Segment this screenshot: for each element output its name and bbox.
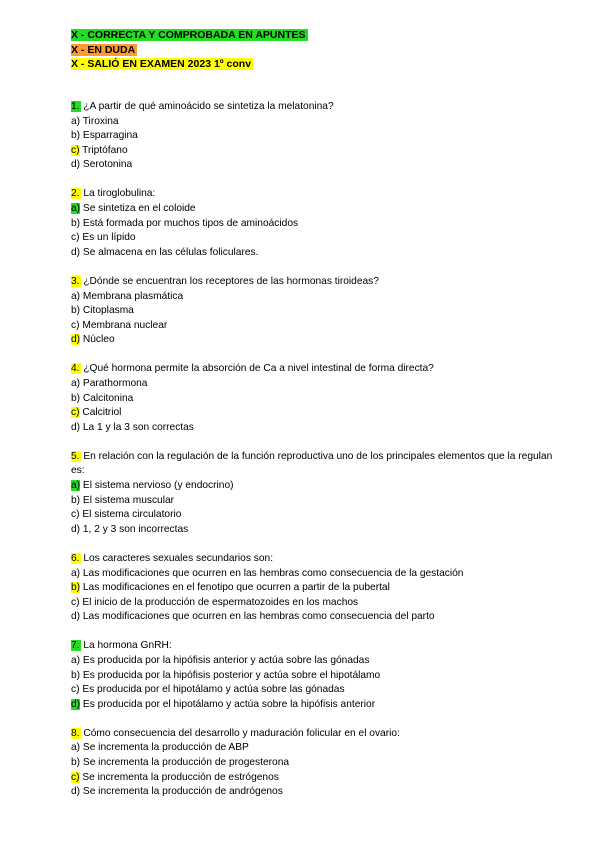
option-letter: d)	[71, 159, 81, 171]
question-text: ¿Dónde se encuentran los receptores de las hormonas tiroideas?	[80, 275, 379, 287]
question-number: 7.	[71, 640, 80, 652]
option-letter: d)	[71, 698, 81, 710]
option-letter: d)	[71, 786, 81, 798]
answer-option	[71, 479, 561, 494]
option-letter: c)	[71, 509, 80, 521]
option-letter: a)	[71, 480, 81, 492]
option-text: El inicio de la producción de espermatozoides en los machos	[79, 596, 359, 608]
question-text: Los caracteres sexuales secundarios son:	[80, 552, 274, 564]
question-text: La hormona GnRH:	[80, 640, 172, 652]
answer-option	[71, 217, 561, 232]
question-4	[71, 362, 561, 435]
option-text: Se sintetiza en el coloide	[80, 203, 196, 215]
option-text: Se almacena en las células foliculares.	[80, 246, 259, 258]
question-stem	[71, 187, 561, 202]
answer-option	[71, 231, 561, 246]
option-text: Las modificaciones que ocurren en las hembras como consecuencia del parto	[80, 611, 435, 623]
option-text: Tiroxina	[80, 115, 119, 127]
option-letter: d)	[71, 611, 81, 623]
option-letter: c)	[71, 232, 80, 244]
option-letter: a)	[71, 742, 81, 754]
answer-option	[71, 698, 561, 713]
question-number: 5.	[71, 450, 80, 462]
option-letter: b)	[71, 392, 81, 404]
option-text: Se incrementa la producción de andrógenos	[80, 786, 283, 798]
answer-option	[71, 654, 561, 669]
answer-option	[71, 290, 561, 305]
option-letter: b)	[71, 494, 81, 506]
option-text: 1, 2 y 3 son incorrectas	[80, 523, 189, 535]
option-text: Está formada por muchos tipos de aminoácidos	[80, 217, 299, 229]
answer-option	[71, 115, 561, 130]
option-letter: a)	[71, 567, 81, 579]
question-text: Cómo consecuencia del desarrollo y maduración folicular en el ovario:	[80, 727, 400, 739]
question-number: 8.	[71, 727, 80, 739]
question-2	[71, 187, 561, 260]
option-text: El sistema nervioso (y endocrino)	[80, 480, 234, 492]
option-letter: b)	[71, 669, 81, 681]
option-text: Las modificaciones en el fenotipo que ocurren a partir de la pubertal	[80, 582, 390, 594]
question-text: ¿A partir de qué aminoácido se sintetiza la melatonina?	[80, 101, 334, 112]
answer-option	[71, 319, 561, 334]
option-letter: d)	[71, 246, 81, 258]
option-text: Triptófano	[79, 144, 128, 156]
question-stem	[71, 727, 561, 742]
option-letter: c)	[71, 407, 80, 419]
option-text: Núcleo	[80, 334, 115, 346]
answer-option	[71, 669, 561, 684]
legend-exam: X - SALIÓ EN EXAMEN 2023 1º conv	[71, 58, 252, 70]
option-text: Es un lípido	[79, 232, 136, 244]
option-letter: b)	[71, 582, 81, 594]
answer-option	[71, 610, 561, 625]
question-1	[71, 100, 561, 173]
highlight-legend	[71, 28, 308, 72]
option-text: Membrana nuclear	[79, 319, 168, 331]
option-letter: a)	[71, 378, 81, 389]
option-letter: d)	[71, 523, 81, 535]
option-text: Citoplasma	[80, 305, 134, 317]
question-number: 4.	[71, 363, 80, 375]
answer-option	[71, 756, 561, 771]
answer-option	[71, 406, 561, 421]
option-text: Se incrementa la producción de estrógenos	[79, 771, 279, 783]
option-text: El sistema circulatorio	[79, 509, 182, 521]
option-letter: a)	[71, 655, 81, 666]
answer-option	[71, 144, 561, 159]
option-letter: b)	[71, 217, 81, 229]
legend-correct: X - CORRECTA Y COMPROBADA EN APUNTES	[71, 29, 306, 41]
question-text: La tiroglobulina:	[80, 188, 156, 200]
question-7	[71, 639, 561, 712]
answer-option	[71, 494, 561, 509]
legend-doubt: X - EN DUDA	[71, 43, 136, 56]
option-text: Parathormona	[80, 378, 148, 389]
option-text: Es producida por la hipófisis posterior y actúa sobre el hipotálamo	[80, 669, 381, 681]
answer-option	[71, 377, 561, 392]
option-letter: c)	[71, 771, 80, 783]
option-letter: c)	[71, 319, 80, 331]
question-text: ¿Qué hormona permite la absorción de Ca a nivel intestinal de forma directa?	[80, 363, 434, 375]
option-text: Es producida por el hipotálamo y actúa sobre la hipófisis anterior	[80, 698, 376, 710]
answer-option	[71, 508, 561, 523]
question-stem	[71, 275, 561, 290]
option-letter: a)	[71, 115, 81, 127]
answer-option	[71, 596, 561, 611]
answer-option	[71, 202, 561, 217]
option-letter: b)	[71, 130, 81, 142]
option-letter: d)	[71, 421, 81, 433]
answer-option	[71, 333, 561, 348]
answer-option	[71, 581, 561, 596]
answer-option	[71, 523, 561, 538]
option-text: Calcitonina	[80, 392, 134, 404]
answer-option	[71, 304, 561, 319]
question-6	[71, 552, 561, 625]
question-8	[71, 727, 561, 800]
answer-option	[71, 771, 561, 786]
answer-option	[71, 567, 561, 582]
question-stem	[71, 362, 561, 377]
option-letter: b)	[71, 757, 81, 769]
option-text: Se incrementa la producción de ABP	[80, 742, 249, 754]
question-text: En relación con la regulación de la función reproductiva uno de los principales elementos que la regulan es:	[71, 450, 553, 477]
option-letter: b)	[71, 305, 81, 317]
option-text: La 1 y la 3 son correctas	[80, 421, 194, 433]
question-number: 6.	[71, 552, 80, 564]
answer-option	[71, 158, 561, 173]
question-stem	[71, 450, 561, 479]
answer-option	[71, 741, 561, 756]
option-letter: d)	[71, 334, 81, 346]
answer-option	[71, 129, 561, 144]
question-number: 1.	[71, 101, 80, 112]
answer-option	[71, 785, 561, 800]
answer-option	[71, 246, 561, 261]
option-letter: a)	[71, 203, 81, 215]
option-text: Esparragina	[80, 130, 138, 142]
option-text: Serotonina	[80, 159, 133, 171]
option-text: El sistema muscular	[80, 494, 175, 506]
option-letter: c)	[71, 684, 80, 696]
question-list	[71, 100, 561, 814]
option-letter: c)	[71, 144, 80, 156]
option-text: Calcitriol	[79, 407, 122, 419]
question-stem	[71, 552, 561, 567]
option-text: Las modificaciones que ocurren en las hembras como consecuencia de la gestación	[80, 567, 464, 579]
answer-option	[71, 392, 561, 407]
question-stem	[71, 100, 561, 115]
option-letter: a)	[71, 290, 81, 302]
question-stem	[71, 639, 561, 654]
question-number: 2.	[71, 188, 80, 200]
option-letter: c)	[71, 596, 80, 608]
option-text: Se incrementa la producción de progesterona	[80, 757, 290, 769]
option-text: Es producida por la hipófisis anterior y actúa sobre las gónadas	[80, 655, 370, 666]
question-5	[71, 450, 561, 538]
question-3	[71, 275, 561, 348]
question-number: 3.	[71, 275, 80, 287]
option-text: Membrana plasmática	[80, 290, 184, 302]
option-text: Es producida por el hipotálamo y actúa sobre las gónadas	[79, 684, 345, 696]
answer-option	[71, 421, 561, 436]
answer-option	[71, 683, 561, 698]
